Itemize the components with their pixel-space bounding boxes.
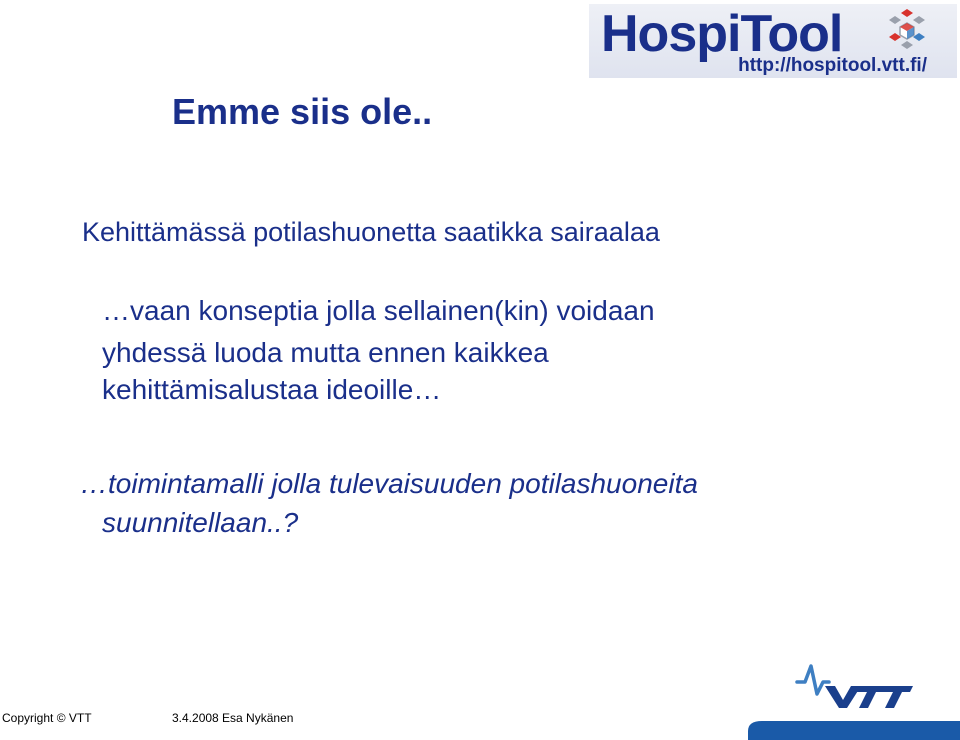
hospitool-logo-name: HospiTool [601,5,843,63]
hexagon-cube-emblem-icon [883,7,931,55]
slide-title: Emme siis ole.. [172,91,433,132]
body-line-3: yhdessä luoda mutta ennen kaikkea [102,337,549,368]
body-line-1: Kehittämässä potilashuonetta saatikka sairaalaa [82,217,660,247]
footer-bar [748,717,960,740]
body-line-2: …vaan konseptia jolla sellainen(kin) voidaan [102,295,655,326]
footer-date-author: 3.4.2008 Esa Nykänen [172,711,294,725]
hospitool-url: http://hospitool.vtt.fi/ [738,55,927,76]
body-line-6: suunnitellaan..? [102,507,299,538]
body-line-4: kehittämisalustaa ideoille… [102,374,442,405]
body-line-5: …toimintamalli jolla tulevaisuuden potilashuoneita [80,468,698,499]
hospitool-logo [589,4,957,78]
vtt-logo-icon [795,660,915,712]
footer-copyright: Copyright © VTT [2,711,92,725]
